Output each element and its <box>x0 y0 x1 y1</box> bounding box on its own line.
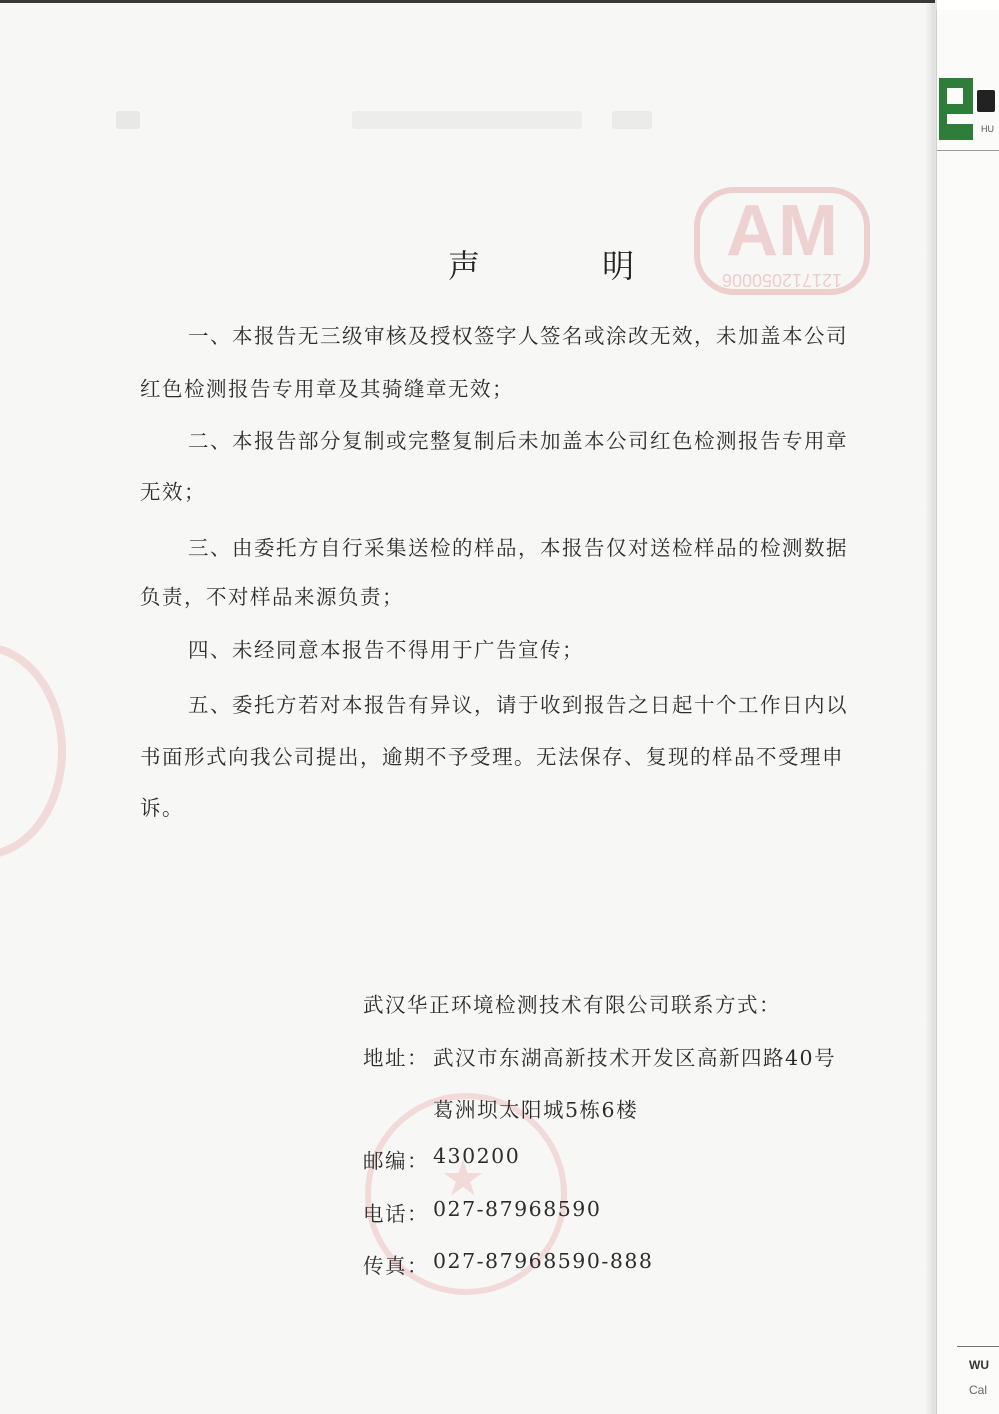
bleed-through-mark <box>612 111 652 129</box>
contact-heading: 武汉华正环境检测技术有限公司联系方式： <box>363 993 781 1017</box>
page-title: 声 明 <box>448 247 691 285</box>
header-rule <box>937 150 999 151</box>
phone-label: 电话： <box>363 1202 429 1226</box>
bleed-through-mark <box>352 111 582 129</box>
paragraph-3-line-1: 三、由委托方自行采集送检的样品，本报告仅对送检样品的检测数据 <box>188 536 848 560</box>
address-line-1: 武汉市东湖高新技术开发区高新四路40号 <box>433 1046 837 1070</box>
fax-value: 027-87968590-888 <box>433 1249 654 1273</box>
cma-stamp-text: AM <box>726 191 838 271</box>
red-seal-partial-left <box>0 643 66 859</box>
paragraph-4-line-1: 四、未经同意本报告不得用于广告宣传； <box>188 638 584 662</box>
footer-rule <box>957 1346 999 1347</box>
adjacent-page-edge <box>936 10 999 1414</box>
phone-value: 027-87968590 <box>433 1197 602 1221</box>
paragraph-1-line-2: 红色检测报告专用章及其骑缝章无效； <box>140 377 514 401</box>
bleed-through-mark <box>116 111 140 129</box>
address-label: 地址： <box>363 1046 429 1070</box>
paragraph-1-line-1: 一、本报告无三级审核及授权签字人签名或涂改无效，未加盖本公司 <box>188 324 848 348</box>
address-line-2: 葛洲坝太阳城5栋6楼 <box>433 1098 639 1122</box>
paragraph-2-line-1: 二、本报告部分复制或完整复制后未加盖本公司红色检测报告专用章 <box>188 429 848 453</box>
paragraph-3-line-2: 负责，不对样品来源负责； <box>140 585 404 609</box>
postcode-value: 430200 <box>433 1144 521 1168</box>
cma-stamp-number: 121712050006 <box>721 270 843 290</box>
logo-glyph <box>977 90 995 112</box>
logo-caption: HU <box>981 124 994 134</box>
paragraph-5-line-3: 诉。 <box>140 796 184 820</box>
footer-text-1: WU <box>969 1358 989 1372</box>
company-logo-icon <box>939 78 973 140</box>
postcode-label: 邮编： <box>363 1149 429 1173</box>
fax-label: 传真： <box>363 1254 429 1278</box>
paragraph-2-line-2: 无效； <box>140 480 206 504</box>
footer-text-2: Cal <box>969 1383 988 1397</box>
paragraph-5-line-2: 书面形式向我公司提出，逾期不予受理。无法保存、复现的样品不受理申 <box>140 745 844 769</box>
paragraph-5-line-1: 五、委托方若对本报告有异议，请于收到报告之日起十个工作日内以 <box>188 693 848 717</box>
